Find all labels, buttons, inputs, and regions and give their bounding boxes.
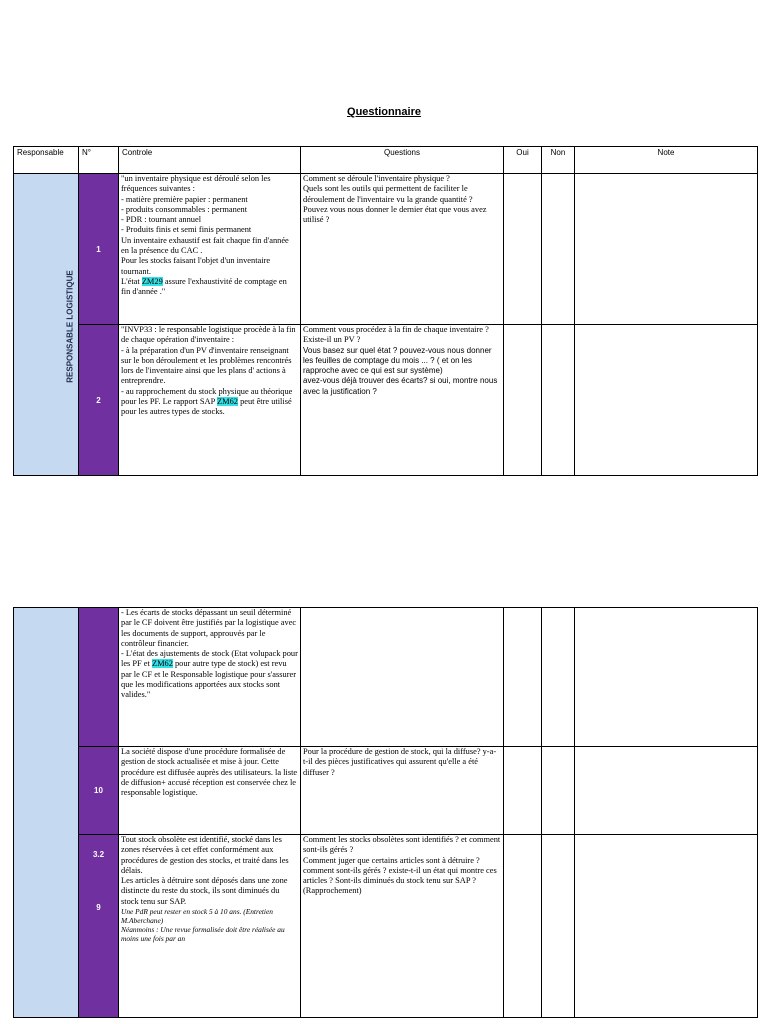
oui-cell[interactable]	[504, 325, 542, 476]
oui-cell[interactable]	[504, 174, 542, 325]
header-note: Note	[575, 147, 758, 174]
header-non: Non	[542, 147, 575, 174]
non-cell[interactable]	[542, 174, 575, 325]
questionnaire-table-2	[13, 607, 758, 1018]
controle-cell	[119, 747, 301, 835]
row-number: 10	[79, 747, 119, 835]
controle-text: "un inventaire physique est déroulé selon les fréquences suivantes : - matière première papier : permanent - produits consommables : permanent - PDR : tournant annuel - Produits finis et semi finis permanent Un inventaire exhaustif est fait chaque fin d'année en la présence du CAC . Pour les stocks faisant l'objet d'un inventaire tournant. L'état	[121, 174, 289, 286]
sap-report-highlight: ZM29	[141, 276, 163, 286]
note-cell[interactable]	[575, 325, 758, 476]
note-cell[interactable]	[575, 174, 758, 325]
note-cell[interactable]	[575, 608, 758, 747]
questions-cell	[301, 325, 504, 476]
note-cell[interactable]	[575, 747, 758, 835]
row-number	[79, 608, 119, 747]
questions-text: Comment les stocks obsolètes sont identifiés ? et comment sont-ils gérés ? Comment juger que certains articles sont à détruire ? comment sont-ils gérés ? existe-t-il un état qui montre ces articles ? Sont-ils diminués du stock tenu sur SAP ? (Rapprochement)	[303, 835, 501, 896]
note-cell[interactable]	[575, 835, 758, 1018]
controle-text: La société dispose d'une procédure formalisée de gestion de stock actualisée et mise à jour. Cette procédure est diffusée auprès des utilisateurs. la liste de diffusion+ accusé réception est conservée chez le responsable logistique.	[121, 747, 298, 798]
page-title: Questionnaire	[347, 106, 421, 118]
questionnaire-table-1	[13, 146, 758, 476]
section-number: 3.2	[92, 850, 105, 859]
questions-text: Pour la procédure de gestion de stock, qui la diffuse? y-a-t-il des pièces justificatives qui assurent qu'elle a été diffuser ?	[303, 747, 497, 777]
table-row	[14, 835, 758, 1018]
row-number: 2	[79, 325, 119, 476]
table-row	[14, 174, 758, 325]
questions-text-extra: Vous basez sur quel état ? pouvez-vous nous donner les feuilles de comptage du mois ... ? ( et on les rapproche avec ce qui est sur système) avez-vous déjà trouver des écarts? si oui, montre nous avec la justification ?	[303, 345, 498, 396]
sap-report-highlight: ZM62	[217, 397, 238, 407]
controle-text-end: pour autre type de stock) est revu par le CF et le Responsable logistique pour s'assurer que les modifications apportées aux stocks sont valides."	[121, 659, 297, 700]
controle-cell	[119, 835, 301, 1018]
controle-text: "INVP33 : le responsable logistique procède à la fin de chaque opération d'inventaire : - à la préparation d'un PV d'inventaire renseignant sur le bon déroulement et les problèmes rencontrés lors de l'inventaire ainsi que les plans d' actions à entreprendre. - au rapprochement du stock physique au théorique pour les PF. Le rapport SAP	[121, 325, 296, 407]
controle-text: Tout stock obsolète est identifié, stocké dans les zones réservées à cet effet conformément aux procédures de gestion des stocks, et traité dans les délais. Les articles à détruire sont déposés dans une zone distincte du reste du stock, ils sont diminués du stock tenu sur SAP.	[121, 835, 289, 906]
header-questions: Questions	[301, 147, 504, 174]
responsable-label: RESPONSABLE LOGISTIQUE	[65, 269, 75, 383]
sap-report-highlight: ZM62	[151, 659, 173, 669]
controle-cell	[119, 608, 301, 747]
table-row	[14, 608, 758, 747]
header-responsable: Responsable	[14, 147, 79, 174]
row-number-cell	[79, 835, 119, 1018]
oui-cell[interactable]	[504, 747, 542, 835]
controle-text-end: assure l'exhaustivité de comptage en fin d'année ."	[121, 276, 287, 297]
questions-text: Comment se déroule l'inventaire physique ? Quels sont les outils qui permettent de faciliter le déroulement de l'inventaire vu la grande quantité ? Pouvez vous nous donner le dernier état que vous avez utilisé ?	[303, 174, 487, 225]
controle-note: Une PdR peut rester en stock 5 à 10 ans. (Entretien M.Aberchane) Néanmoins : Une revue formalisée doit être réalisée au moins une fois par an	[121, 907, 285, 944]
header-row	[14, 147, 758, 174]
questions-cell	[301, 608, 504, 747]
non-cell[interactable]	[542, 325, 575, 476]
header-oui: Oui	[504, 147, 542, 174]
questions-cell	[301, 747, 504, 835]
controle-cell	[119, 325, 301, 476]
oui-cell[interactable]	[504, 835, 542, 1018]
controle-text: - Les écarts de stocks dépassant un seuil déterminé par le CF doivent être justifiés par la logistique avec les documents de support, approuvés par le contrôleur financier. - L'état des ajustements de stock (Etat volupack pour les PF et	[121, 608, 298, 669]
non-cell[interactable]	[542, 608, 575, 747]
responsable-cell	[14, 608, 79, 1018]
table-row	[14, 325, 758, 476]
table-row	[14, 747, 758, 835]
header-controle: Controle	[119, 147, 301, 174]
row-number: 9	[96, 903, 101, 912]
oui-cell[interactable]	[504, 608, 542, 747]
questions-cell	[301, 174, 504, 325]
row-number: 1	[79, 174, 119, 325]
questions-text: Comment vous procédez à la fin de chaque inventaire ? Existe-il un PV ?	[303, 325, 489, 345]
non-cell[interactable]	[542, 747, 575, 835]
header-num: N°	[79, 147, 119, 174]
controle-text-end: peut être utilisé pour les autres types de stocks.	[121, 397, 292, 417]
controle-cell	[119, 174, 301, 325]
responsable-cell	[14, 174, 79, 476]
questions-cell	[301, 835, 504, 1018]
non-cell[interactable]	[542, 835, 575, 1018]
